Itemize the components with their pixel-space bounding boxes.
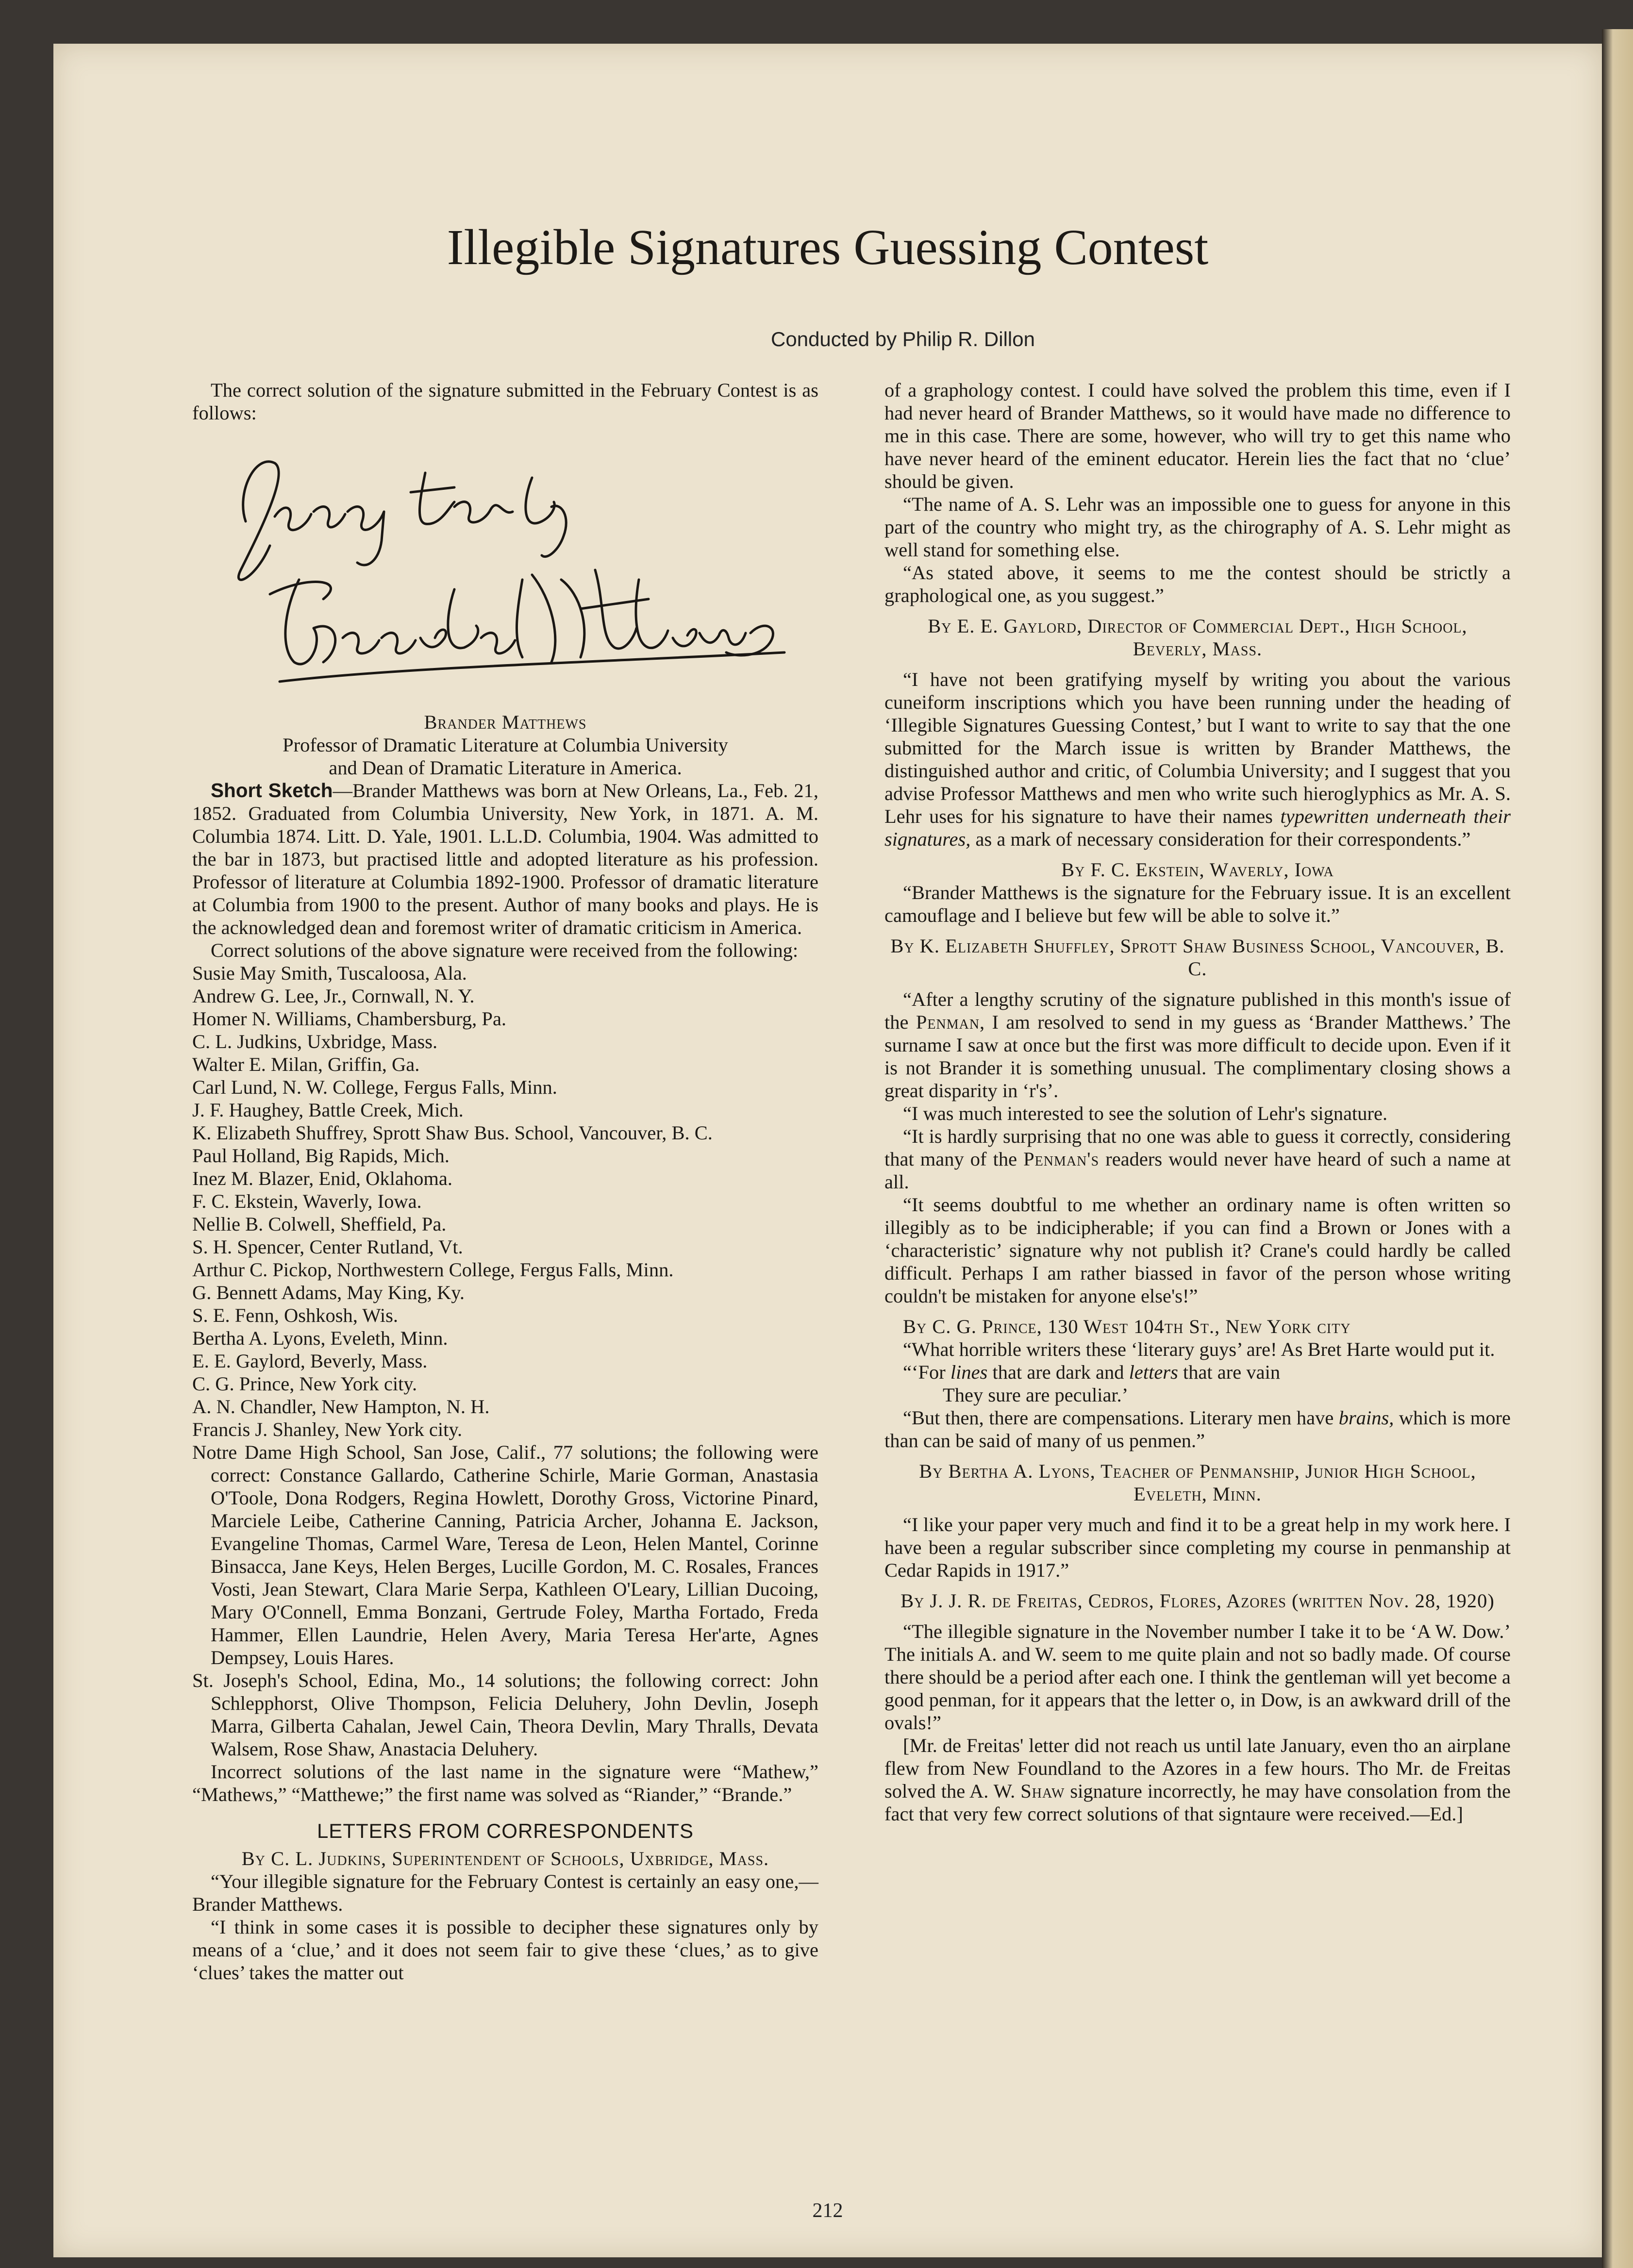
letter-paragraph: “I was much interested to see the solution of Lehr's signature. bbox=[903, 1102, 1388, 1124]
received-intro: Correct solutions of the above signature were received from the following: bbox=[211, 939, 799, 961]
correct-solvers-list bbox=[192, 962, 818, 1760]
list-item: G. Bennett Adams, May King, Ky. bbox=[192, 1282, 465, 1303]
short-sketch-label: Short Sketch bbox=[211, 779, 333, 801]
byline-ekstein: By F. C. Ekstein, Waverly, Iowa bbox=[1061, 859, 1334, 881]
letter-paragraph: “What horrible writers these ‘literary guys’ are! As Bret Harte would put it. bbox=[903, 1338, 1495, 1360]
byline-lyons: By Bertha A. Lyons, Teacher of Penmanship, Junior High School, Eveleth, Minn. bbox=[919, 1460, 1476, 1505]
byline-freitas: By J. J. R. de Freitas, Cedros, Flores, Azores (written Nov. 28, 1920) bbox=[900, 1590, 1495, 1612]
letter-paragraph: “As stated above, it seems to me the contest should be strictly a graphological one, as you suggest.” bbox=[884, 562, 1511, 606]
page-number: 212 bbox=[812, 2200, 843, 2222]
letter-text: which is more than can be said of many of us penmen.” bbox=[884, 1407, 1511, 1451]
letter-paragraph: “The illegible signature in the November number I take it to be ‘A W. Dow.’ The initials A. and W. seem to me quite plain and not so badly made. Of course there should be a period after each one. I think the gentleman will yet become a good penman, for it appears that the letter o, in Dow, is an awkward drill of the ovals!” bbox=[884, 1620, 1511, 1734]
list-item: Andrew G. Lee, Jr., Cornwall, N. Y. bbox=[192, 985, 475, 1007]
binding-edge bbox=[1602, 29, 1633, 2268]
letter-paragraph: of a graphology contest. I could have solved the problem this time, even if I had never heard of Brander Matthews, so it would have made no difference to me in this case. There are some, however, who will try to get this name who have never heard of the eminent educator. Herein lies the fact that no ‘clue’ should be given. bbox=[884, 379, 1511, 492]
letter-text: that are dark and bbox=[992, 1361, 1124, 1383]
emphasis-text: lines bbox=[950, 1361, 988, 1383]
letter-text: “It is hardly surprising that no one was able to guess it correctly, considering that many of the bbox=[884, 1125, 1511, 1170]
letter-text: “After a lengthy scrutiny of the signature published in this month's issue of the bbox=[884, 988, 1511, 1033]
letter-text: as a mark of necessary consideration for their correspondents.” bbox=[975, 828, 1471, 850]
list-item: K. Elizabeth Shuffrey, Sprott Shaw Bus. School, Vancouver, B. C. bbox=[192, 1122, 713, 1144]
list-item: Bertha A. Lyons, Eveleth, Minn. bbox=[192, 1327, 448, 1349]
incorrect-solutions: Incorrect solutions of the last name in the signature were “Mathew,” “Mathews,” “Matthewe;” the first name was solved as “Riander,” “Brande.” bbox=[192, 1761, 818, 1805]
handwritten-signature bbox=[212, 434, 794, 706]
letter-text: , I am resolved to send in my guess as ‘Brander Matthews.’ The surname I saw at once but the first was more difficult to decide upon. Even if it is not Brander it is something unusual. The complimentary closing shows a great disparity in ‘r's’. bbox=[884, 1011, 1511, 1101]
letter-text: [Mr. de Freitas' letter did not reach us until late January, even tho an airplane flew from New Foundland to the Azores in a few hours. Tho Mr. de Freitas solved the A. W. bbox=[884, 1734, 1511, 1802]
name-smallcaps: Shaw bbox=[1020, 1780, 1065, 1802]
letter-paragraph bbox=[884, 1406, 1511, 1452]
letter-paragraph bbox=[884, 988, 1511, 1102]
list-item: E. E. Gaylord, Beverly, Mass. bbox=[192, 1350, 428, 1372]
magazine-page bbox=[53, 44, 1602, 2257]
short-sketch-text: —Brander Matthews was born at New Orleans, La., Feb. 21, 1852. Graduated from Columbia University, New York, in 1871. A. M. Columbia 1874. Litt. D. Yale, 1901. L.L.D. Columbia, 1904. Was admitted to the bar in 1873, but practised little and adopted literature as his profession. Professor of literature at Columbia 1892-1900. Professor of dramatic literature at Columbia from 1900 to the present. Author of many books and plays. He is the acknowledged dean and foremost writer of dramatic criticism in America. bbox=[192, 780, 818, 938]
publication-name: Penman's bbox=[1023, 1148, 1100, 1170]
right-column bbox=[884, 379, 1511, 1825]
list-item: Homer N. Williams, Chambersburg, Pa. bbox=[192, 1008, 507, 1030]
emphasis-text: letters bbox=[1129, 1361, 1178, 1383]
list-item: C. G. Prince, New York city. bbox=[192, 1373, 417, 1395]
list-item: S. H. Spencer, Center Rutland, Vt. bbox=[192, 1236, 463, 1258]
list-item: F. C. Ekstein, Waverly, Iowa. bbox=[192, 1190, 422, 1212]
letter-text: readers would never have heard of such a name at all. bbox=[884, 1148, 1511, 1193]
notre-dame-solvers: Notre Dame High School, San Jose, Calif., 77 solutions; the following were correct: Constance Gallardo, Catherine Schirle, Marie Gorman, Anastasia O'Toole, Dona Rodgers, Regina Howlett, Dorothy Gross, Victorine Pinard, Marciele Leibe, Catherine Canning, Patricia Archer, Johanna E. Jackson, Evangeline Thomas, Carmel Ware, Teresa de Leon, Helen Mantel, Corinne Binsacca, Jane Keys, Helen Berges, Lucille Gordon, M. C. Rosales, Frances Vosti, Jean Stewart, Clara Marie Serpa, Kathleen O'Leary, Lillian Ducoing, Mary O'Connell, Emma Bonzani, Gertrude Foley, Martha Fortado, Freda Hammer, Ellen Laundrie, Helen Avery, Maria Teresa Her'arte, Agnes Dempsey, Louis Hares. bbox=[192, 1441, 818, 1668]
list-item: Carl Lund, N. W. College, Fergus Falls, Minn. bbox=[192, 1076, 557, 1098]
signature-role-1: Professor of Dramatic Literature at Columbia University bbox=[283, 734, 728, 756]
letter-paragraph: “The name of A. S. Lehr was an impossible one to guess for anyone in this part of the country who might try, as the chirography of A. S. Lehr might as well stand for something else. bbox=[884, 493, 1511, 561]
list-item: Arthur C. Pickop, Northwestern College, Fergus Falls, Minn. bbox=[192, 1259, 674, 1281]
poem-line bbox=[884, 1361, 1511, 1384]
letter-text: “‘For bbox=[903, 1361, 946, 1383]
short-sketch bbox=[192, 779, 818, 939]
publication-name: Penman bbox=[916, 1011, 980, 1033]
letter-paragraph bbox=[884, 1125, 1511, 1193]
letter-text: signature incorrectly, he may have consolation from the fact that very few correct solutions of that signtaure were received.—Ed.] bbox=[884, 1780, 1511, 1825]
byline-judkins: By C. L. Judkins, Superintendent of Schools, Uxbridge, Mass. bbox=[241, 1848, 769, 1869]
st-joseph-solvers: St. Joseph's School, Edina, Mo., 14 solutions; the following correct: John Schlepphorst, Olive Thompson, Felicia Deluhery, John Devlin, Joseph Marra, Gilberta Cahalan, Jewel Cain, Theora Devlin, Mary Thralls, Devata Walsem, Rose Shaw, Anastacia Deluhery. bbox=[192, 1669, 818, 1760]
list-item: Susie May Smith, Tuscaloosa, Ala. bbox=[192, 962, 467, 984]
letter-paragraph: “I like your paper very much and find it to be a great help in my work here. I have been a regular subscriber since completing my course in penmanship at Cedar Rapids in 1917.” bbox=[884, 1514, 1511, 1581]
byline-gaylord: By E. E. Gaylord, Director of Commercial Dept., High School, Beverly, Mass. bbox=[928, 615, 1467, 660]
letter-paragraph: “Brander Matthews is the signature for the February issue. It is an excellent camouflage and I believe but few will be able to solve it.” bbox=[884, 882, 1511, 926]
list-item: J. F. Haughey, Battle Creek, Mich. bbox=[192, 1099, 464, 1121]
list-item: Inez M. Blazer, Enid, Oklahoma. bbox=[192, 1167, 452, 1189]
letter-paragraph bbox=[884, 668, 1511, 850]
byline-shuffley: By K. Elizabeth Shuffley, Sprott Shaw Business School, Vancouver, B. C. bbox=[890, 935, 1505, 980]
editor-note bbox=[884, 1734, 1511, 1825]
signature-role-2: and Dean of Dramatic Literature in America. bbox=[329, 757, 682, 779]
left-column bbox=[192, 379, 818, 1984]
emphasis-text: typewritten underneath their signatures, bbox=[884, 805, 1511, 850]
list-item: S. E. Fenn, Oshkosh, Wis. bbox=[192, 1304, 399, 1326]
letters-heading: LETTERS FROM CORRESPONDENTS bbox=[317, 1819, 694, 1842]
letter-paragraph: “I think in some cases it is possible to decipher these signatures only by means of a ‘clue,’ and it does not seem fair to give these ‘clues,’ as to give ‘clues’ takes the matter out bbox=[192, 1916, 818, 1984]
letter-paragraph: “Your illegible signature for the February Contest is certainly an easy one,—Brander Matthews. bbox=[192, 1870, 818, 1915]
list-item: A. N. Chandler, New Hampton, N. H. bbox=[192, 1396, 490, 1418]
emphasis-text: brains, bbox=[1338, 1407, 1394, 1429]
poem-line: They sure are peculiar.’ bbox=[943, 1384, 1129, 1406]
list-item: Walter E. Milan, Griffin, Ga. bbox=[192, 1053, 420, 1075]
letter-text: “I have not been gratifying myself by writing you about the various cuneiform inscriptions which you have been running under the heading of ‘Illegible Signatures Guessing Contest,’ but I want to write to say that the one submitted for the March issue is written by Brander Matthews, the distinguished author and critic, of Columbia University; and I suggest that you advise Professor Matthews and men who write such hieroglyphics as Mr. A. S. Lehr uses for his signature to have their names bbox=[884, 668, 1511, 827]
letter-text: that are vain bbox=[1183, 1361, 1281, 1383]
signature-image bbox=[192, 434, 818, 706]
signature-name: Brander Matthews bbox=[424, 711, 587, 733]
list-item: Paul Holland, Big Rapids, Mich. bbox=[192, 1145, 450, 1167]
list-item: Nellie B. Colwell, Sheffield, Pa. bbox=[192, 1213, 447, 1235]
byline-prince: By C. G. Prince, 130 West 104th St., New York city bbox=[903, 1316, 1351, 1337]
page-title: Illegible Signatures Guessing Contest bbox=[447, 219, 1209, 275]
page-subtitle: Conducted by Philip R. Dillon bbox=[771, 328, 1035, 350]
list-item: C. L. Judkins, Uxbridge, Mass. bbox=[192, 1031, 438, 1052]
letter-paragraph: “It seems doubtful to me whether an ordinary name is often written so illegibly as to be indicipherable; if you can find a Brown or Jones with a ‘characteristic’ signature why not publish it? Crane's could hardly be called difficult. Perhaps I am rather biassed in favor of the person whose writing couldn't be mistaken for anyone else's!” bbox=[884, 1194, 1511, 1307]
letter-text: “But then, there are compensations. Literary men have bbox=[903, 1407, 1334, 1429]
intro-paragraph: The correct solution of the signature submitted in the February Contest is as follows: bbox=[192, 379, 818, 424]
list-item: Francis J. Shanley, New York city. bbox=[192, 1418, 463, 1440]
